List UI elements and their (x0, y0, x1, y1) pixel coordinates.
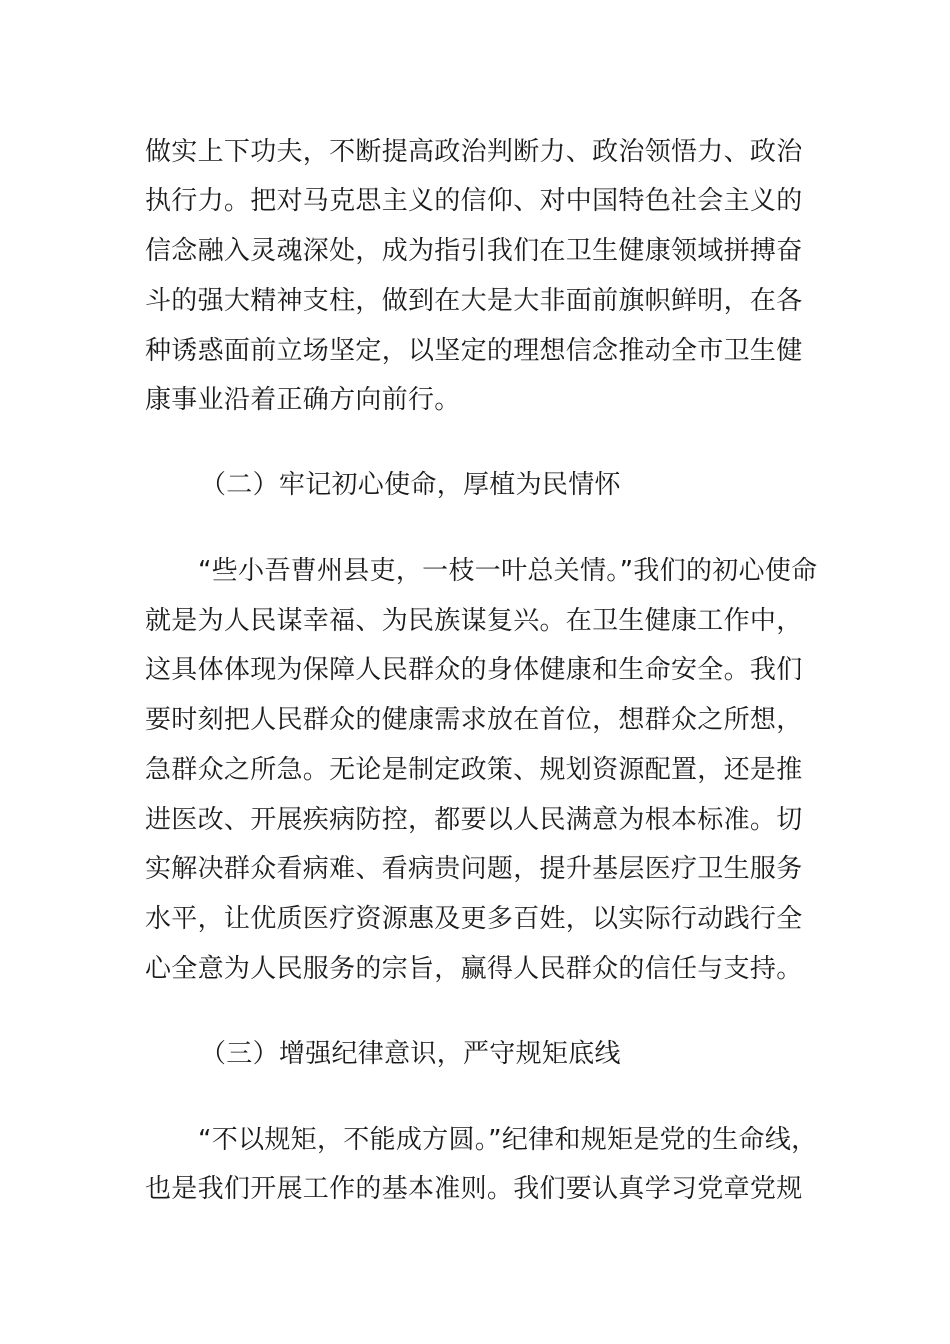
paragraph-line: 斗的强大精神支柱，做到在大是大非面前旗帜鲜明，在各 (145, 286, 803, 316)
paragraph-line: 心全意为人民服务的宗旨，赢得人民群众的信任与支持。 (145, 954, 803, 984)
paragraph-line: “些小吾曹州县吏，一枝一叶总关情。”我们的初心使命 (198, 556, 818, 586)
paragraph-line: “不以规矩，不能成方圆。”纪律和规矩是党的生命线， (198, 1125, 818, 1155)
section-heading: （二）牢记初心使命，厚植为民情怀 (200, 470, 621, 500)
paragraph-line: 实解决群众看病难、看病贵问题，提升基层医疗卫生服务 (145, 854, 803, 884)
paragraph-line: 信念融入灵魂深处，成为指引我们在卫生健康领域拼搏奋 (145, 236, 803, 266)
section-heading: （三）增强纪律意识，严守规矩底线 (200, 1039, 621, 1069)
paragraph-line: 康事业沿着正确方向前行。 (145, 385, 461, 415)
paragraph-line: 执行力。把对马克思主义的信仰、对中国特色社会主义的 (145, 186, 803, 216)
paragraph-line: 这具体体现为保障人民群众的身体健康和生命安全。我们 (145, 655, 803, 685)
paragraph-line: 种诱惑面前立场坚定，以坚定的理想信念推动全市卫生健 (145, 336, 803, 366)
paragraph-line: 要时刻把人民群众的健康需求放在首位，想群众之所想， (145, 705, 803, 735)
paragraph-line: 水平，让优质医疗资源惠及更多百姓，以实际行动践行全 (145, 904, 803, 934)
paragraph-line: 急群众之所急。无论是制定政策、规划资源配置，还是推 (145, 755, 803, 785)
paragraph-line: 进医改、开展疾病防控，都要以人民满意为根本标准。切 (145, 805, 803, 835)
paragraph-line: 做实上下功夫，不断提高政治判断力、政治领悟力、政治 (145, 137, 803, 167)
paragraph-line: 就是为人民谋幸福、为民族谋复兴。在卫生健康工作中， (145, 606, 803, 636)
paragraph-line: 也是我们开展工作的基本准则。我们要认真学习党章党规 (145, 1174, 803, 1204)
